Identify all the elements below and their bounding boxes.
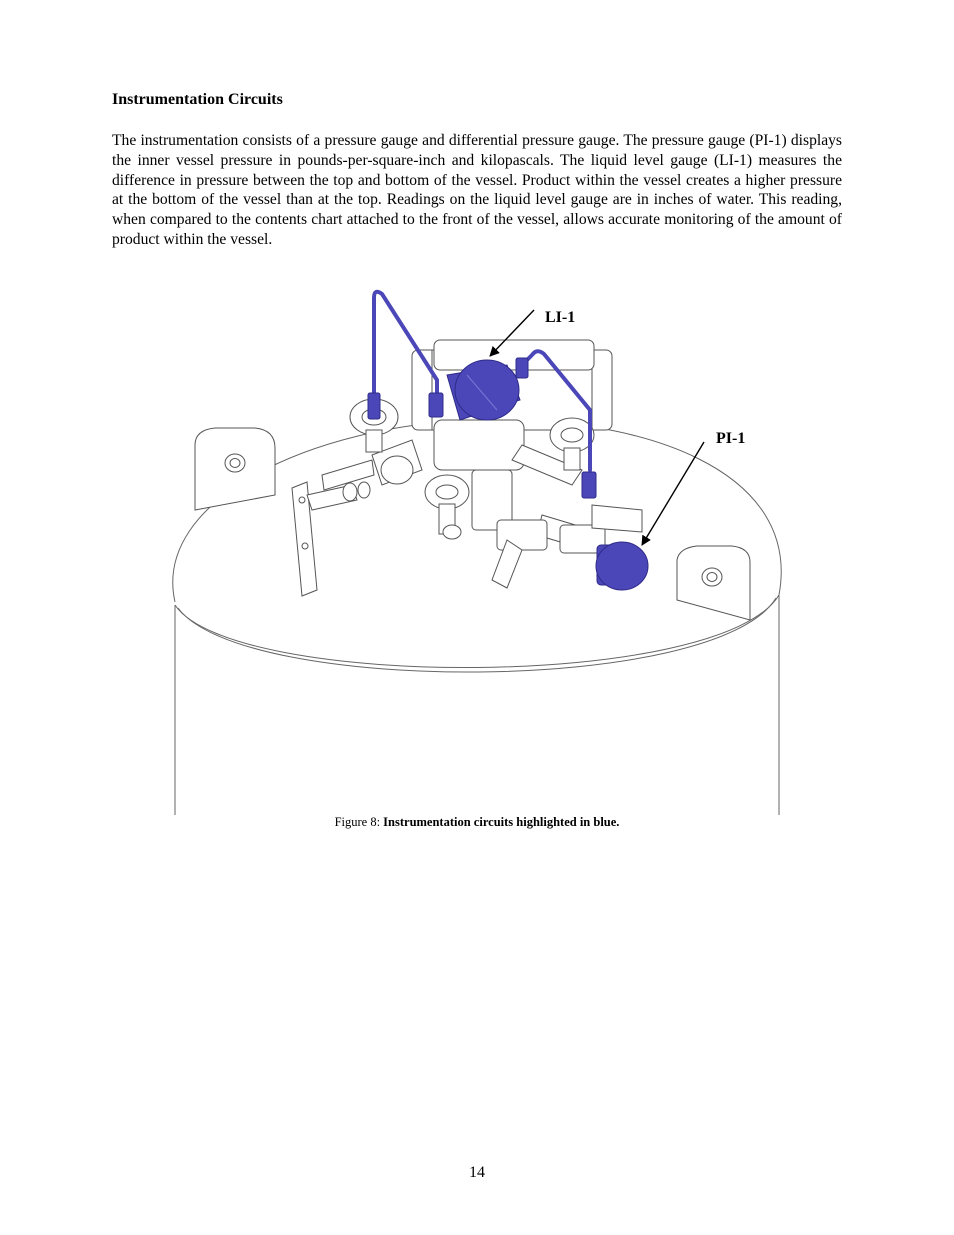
lifting-lug-right: [677, 546, 750, 620]
lifting-lug-left: [195, 428, 275, 510]
vessel-drawing: [112, 270, 842, 818]
pi-1-label: PI-1: [716, 430, 746, 447]
caption-text: Instrumentation circuits highlighted in blue.: [383, 815, 620, 829]
mounting-bracket: [292, 482, 370, 596]
pi-1-gauge: [596, 542, 648, 590]
section-paragraph: The instrumentation consists of a pressure gauge and differential pressure gauge. The pressure gauge (PI-1) displays the inner vessel pressure in pounds-per-square-inch and kilopascals. The liquid level gauge (LI-1) measures the difference in pressure between the top and bottom of the vessel. Product within the vessel creates a higher pressure at the bottom of the vessel than at the top. Readings on the liquid level gauge are in inches of water. This reading, when compared to the contents chart attached to the front of the vessel, allows accurate monitoring of the amount of product within the vessel.: [112, 132, 842, 248]
section-heading: Instrumentation Circuits: [112, 91, 283, 108]
page-number: 14: [469, 1164, 485, 1181]
caption-prefix: Figure 8:: [334, 815, 384, 829]
pi-1-arrow: [642, 442, 704, 545]
vessel-figure: [112, 270, 842, 818]
hand-wheel-center: [425, 475, 469, 539]
li-1-label: LI-1: [545, 309, 576, 326]
figure-caption: [0, 815, 954, 830]
